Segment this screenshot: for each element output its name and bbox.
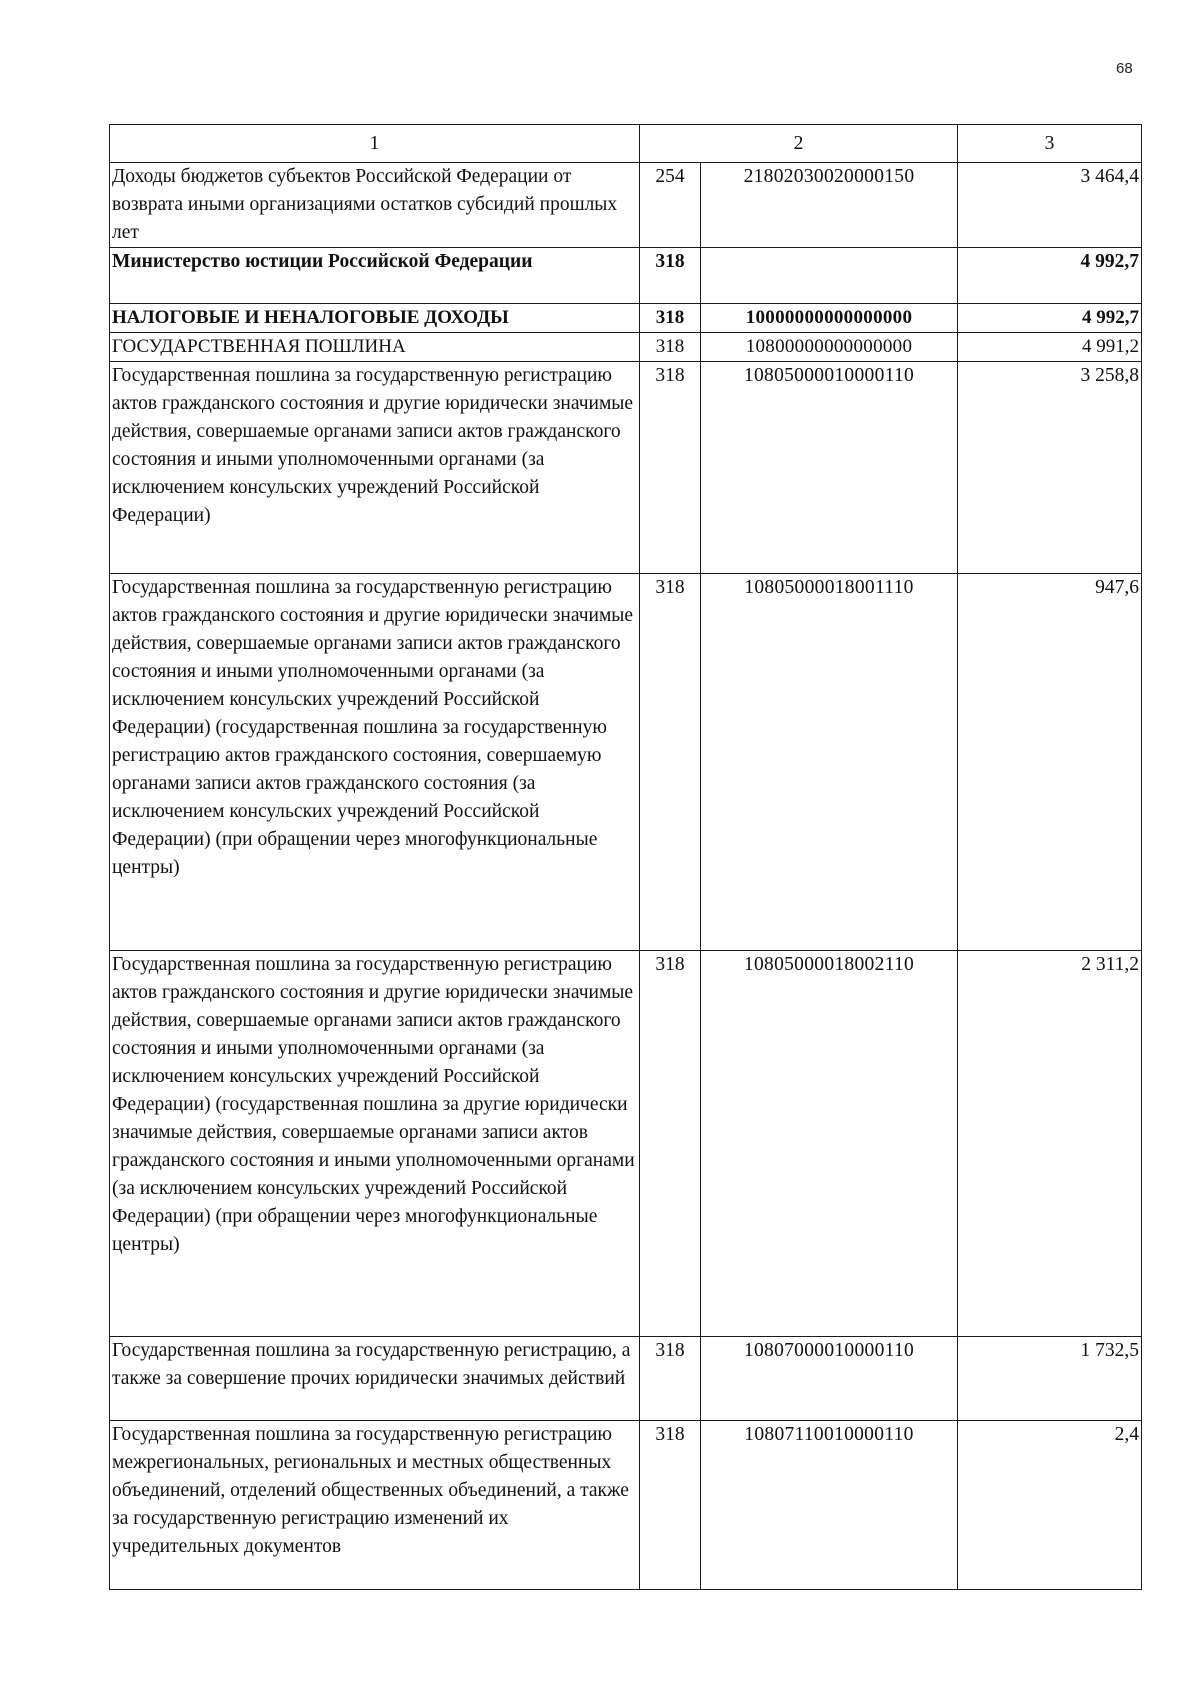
row-name: Государственная пошлина за государственную регистрацию межрегиональных, региональных и местных общественных объединений, отделений общественных объединений, а также за государственную регистрацию изменений их учредительных документов <box>110 1421 640 1590</box>
row-amount: 1 732,5 <box>958 1337 1142 1421</box>
row-admin-code: 318 <box>640 362 701 574</box>
row-classification-code: 10807000010000110 <box>701 1337 958 1421</box>
row-classification-code: 10000000000000000 <box>701 304 958 333</box>
row-admin-code: 318 <box>640 1337 701 1421</box>
row-admin-code: 318 <box>640 304 701 333</box>
revenue-table <box>109 124 1142 1590</box>
row-classification-code: 10805000010000110 <box>701 362 958 574</box>
table-row <box>110 1337 1142 1421</box>
header-col-2: 2 <box>640 125 958 163</box>
row-name: Государственная пошлина за государственную регистрацию актов гражданского состояния и другие юридически значимые действия, совершаемые органами записи актов гражданского состояния и иными уполномоченными органами (за исключением консульских учреждений Российской Федерации) (государственная пошлина за другие юридически значимые действия, совершаемые органами записи актов гражданского состояния и иными уполномоченными органами (за исключением консульских учреждений Российской Федерации) (при обращении через многофункциональные центры) <box>110 951 640 1337</box>
row-admin-code: 318 <box>640 333 701 362</box>
row-name: ГОСУДАРСТВЕННАЯ ПОШЛИНА <box>110 333 640 362</box>
row-admin-code: 318 <box>640 248 701 304</box>
table-row <box>110 1421 1142 1590</box>
row-classification-code: 21802030020000150 <box>701 163 958 248</box>
row-name: Государственная пошлина за государственную регистрацию, а также за совершение прочих юридически значимых действий <box>110 1337 640 1421</box>
row-amount: 4 991,2 <box>958 333 1142 362</box>
header-col-1: 1 <box>110 125 640 163</box>
row-classification-code <box>701 248 958 304</box>
row-classification-code: 10800000000000000 <box>701 333 958 362</box>
row-admin-code: 254 <box>640 163 701 248</box>
row-admin-code: 318 <box>640 574 701 951</box>
table-row <box>110 362 1142 574</box>
row-amount: 3 464,4 <box>958 163 1142 248</box>
row-name: НАЛОГОВЫЕ И НЕНАЛОГОВЫЕ ДОХОДЫ <box>110 304 640 333</box>
table-row <box>110 333 1142 362</box>
row-classification-code: 10805000018002110 <box>701 951 958 1337</box>
row-amount: 2 311,2 <box>958 951 1142 1337</box>
row-amount: 4 992,7 <box>958 248 1142 304</box>
row-amount: 4 992,7 <box>958 304 1142 333</box>
table-row <box>110 951 1142 1337</box>
row-classification-code: 10807110010000110 <box>701 1421 958 1590</box>
row-classification-code: 10805000018001110 <box>701 574 958 951</box>
row-amount: 947,6 <box>958 574 1142 951</box>
table-row <box>110 574 1142 951</box>
row-name: Доходы бюджетов субъектов Российской Федерации от возврата иными организациями остатков субсидий прошлых лет <box>110 163 640 248</box>
row-amount: 3 258,8 <box>958 362 1142 574</box>
header-row <box>110 125 1142 163</box>
row-name: Министерство юстиции Российской Федерации <box>110 248 640 304</box>
row-name: Государственная пошлина за государственную регистрацию актов гражданского состояния и другие юридически значимые действия, совершаемые органами записи актов гражданского состояния и иными уполномоченными органами (за исключением консульских учреждений Российской Федерации) (государственная пошлина за государственную регистрацию актов гражданского состояния, совершаемую органами записи актов гражданского состояния (за исключением консульских учреждений Российской Федерации) (при обращении через многофункциональные центры) <box>110 574 640 951</box>
page-number: 68 <box>1116 60 1133 77</box>
row-name: Государственная пошлина за государственную регистрацию актов гражданского состояния и другие юридически значимые действия, совершаемые органами записи актов гражданского состояния и иными уполномоченными органами (за исключением консульских учреждений Российской Федерации) <box>110 362 640 574</box>
row-admin-code: 318 <box>640 951 701 1337</box>
header-col-3: 3 <box>958 125 1142 163</box>
table-row <box>110 163 1142 248</box>
row-amount: 2,4 <box>958 1421 1142 1590</box>
table-row <box>110 248 1142 304</box>
row-admin-code: 318 <box>640 1421 701 1590</box>
table-row <box>110 304 1142 333</box>
